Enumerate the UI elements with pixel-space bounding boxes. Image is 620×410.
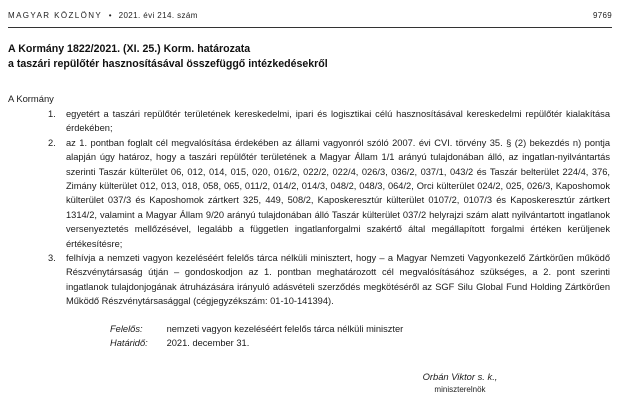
responsible-label: Felelős:	[110, 324, 143, 334]
item-number: 3.	[48, 253, 56, 264]
decision-list	[48, 107, 610, 309]
document-title	[8, 42, 600, 72]
header-separator: •	[108, 11, 112, 20]
header-divider	[8, 27, 612, 28]
responsibility-block	[110, 322, 403, 351]
list-item	[48, 251, 610, 309]
issue-number: 2021. évi 214. szám	[118, 11, 198, 20]
signature-name: Orbán Viktor s. k.,	[422, 371, 498, 382]
page-number: 9769	[593, 11, 612, 20]
intro-text: A Kormány	[8, 93, 54, 104]
title-line-2: a taszári repülőtér hasznosításával összefüggő intézkedésekről	[8, 58, 328, 70]
signature-role: miniszterelnök	[434, 385, 486, 394]
responsible-value: nemzeti vagyon kezeléséért felelős tárca nélküli miniszter	[166, 324, 404, 334]
list-item	[48, 107, 610, 136]
item-text: az 1. pontban foglalt cél megvalósítása érdekében az állami vagyonról szóló 2007. évi CVI. törvény 35. § (2) bekezdés n) pontja alapján úgy határoz, hogy a taszári repülőtér területének a Magyar Állam 1/1 arányú tulajdonában álló, az ingatlan-nyilvántartás szerinti Taszár külterület 06, 012, 014, 015, 020, 016/2, 022/2, 022/4, 026/3, 036/2, 037/1, 043/2 és Taszár belterület 224/4, 376, Zimány külterület 012, 013, 018, 058, 065, 011/2, 014/2, 014/3, 048/2, 048/3, 064/2, Orci külterület 024/2, 025, 026/3, Kaposhomok külterület 037/3 és Kaposhomok zártkert 325, 449, 508/2, Kaposkeresztúr külterület 0107/2, 0107/3 és Kaposkeresztúr zártkert 1314/2, valamint a Magyar Állam 9/20 arányú tulajdonában álló Taszár külterület 037/2 helyrajzi szám alatt nyilvántartott ingatlanok versenyeztetés mellőzésével, legalább a független ingatlanforgalmi szakértő által megállapított forgalmi értéken kerüljenek értékesítésre;	[66, 137, 610, 249]
deadline-row	[110, 336, 403, 350]
item-number: 1.	[48, 109, 56, 119]
item-text: egyetért a taszári repülőtér területének kereskedelmi, ipari és logisztikai célú hasznosításával kereskedelmi repülőtér kialakítása érdekében;	[66, 109, 610, 134]
journal-title: MAGYAR KÖZLÖNY	[8, 11, 103, 20]
list-item	[48, 136, 610, 251]
signature-block	[380, 370, 540, 396]
responsible-row	[110, 322, 403, 336]
page-header	[8, 11, 612, 25]
header-left	[8, 11, 198, 20]
item-text: felhívja a nemzeti vagyon kezeléséért felelős tárca nélküli minisztert, hogy – a Magyar Nemzeti Vagyonkezelő Zártkörűen működő Részvénytársaság útján – gondoskodjon az 1. pontban meghatározott cél megvalósításához szükséges, a 2. pont szerinti ingatlanok tulajdonjogának átruházására irányuló adásvételi szerződés megkötéséről az SGF Silu Global Fund Holding Zártkörűen Működő Részvénytársasággal (cégjegyzékszám: 01-10-141394).	[66, 253, 610, 307]
item-number: 2.	[48, 137, 56, 148]
deadline-value: 2021. december 31.	[166, 338, 250, 349]
title-line-1: A Kormány 1822/2021. (XI. 25.) Korm. határozata	[8, 43, 251, 55]
deadline-label: Határidő:	[110, 338, 148, 349]
